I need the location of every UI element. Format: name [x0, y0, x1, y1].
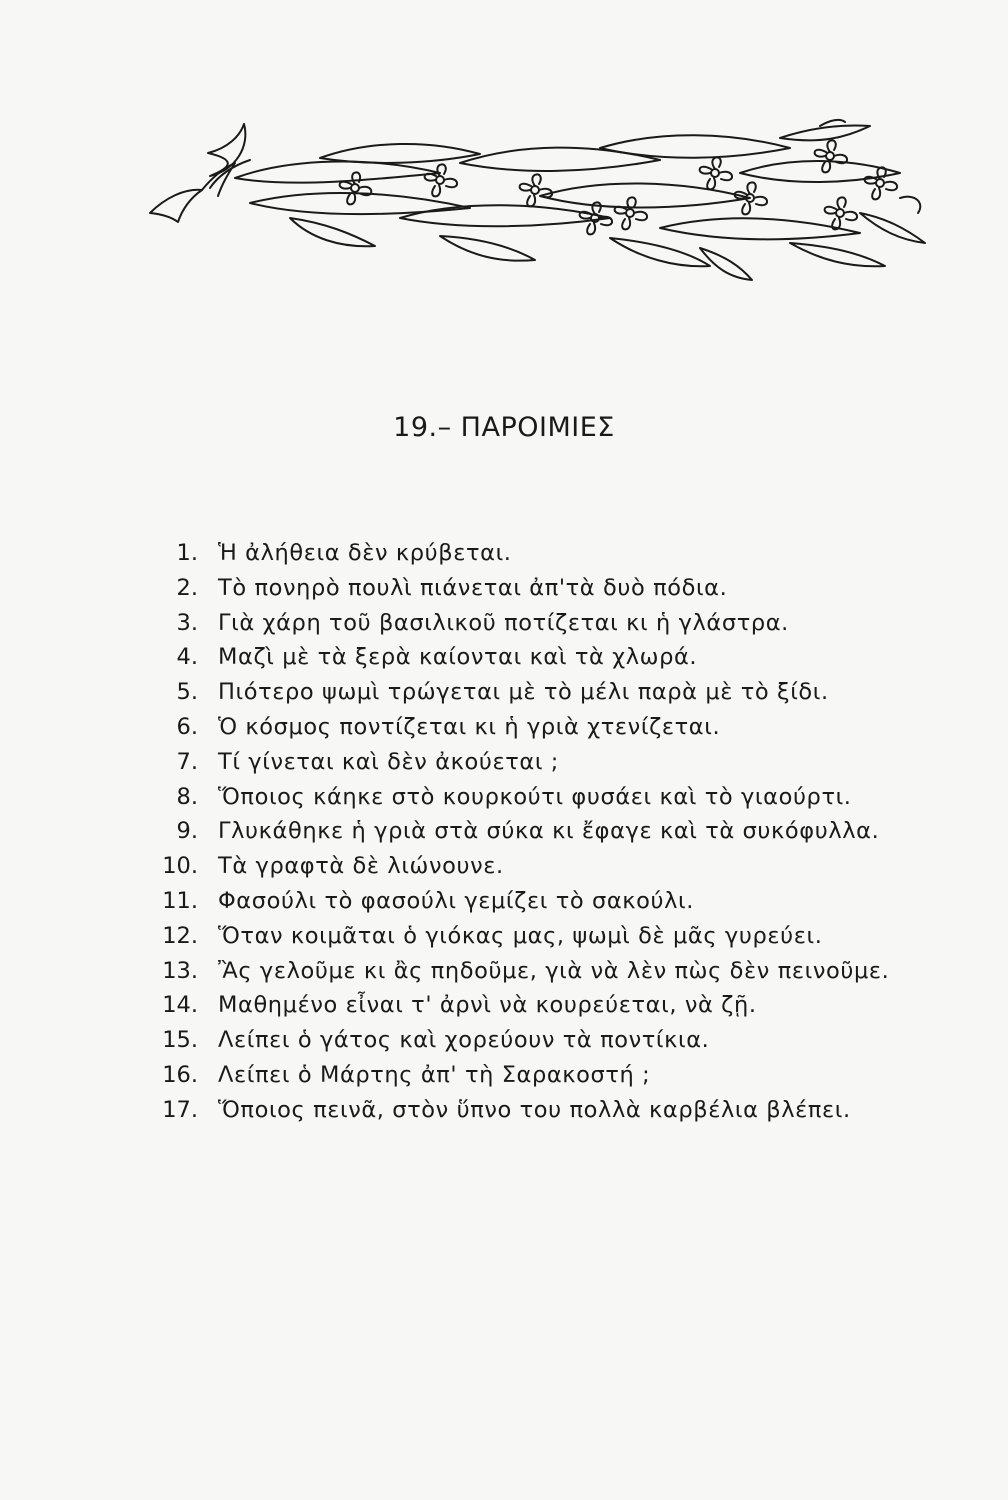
proverb-text: Γλυκάθηκε ἡ γριὰ στὰ σύκα κι ἔφαγε καὶ τὰ συκόφυλλα.	[218, 818, 880, 845]
proverb-text: Τὸ πονηρὸ πουλὶ πιάνεται ἀπ'τὰ δυὸ πόδια.	[218, 574, 728, 601]
proverb-text: Τί γίνεται καὶ δὲν ἀκούεται ;	[218, 748, 559, 775]
proverb-item	[150, 780, 950, 815]
proverb-item	[150, 571, 950, 606]
proverb-item	[150, 814, 950, 849]
proverb-number: 17.	[162, 1096, 198, 1123]
proverb-number: 2.	[176, 574, 198, 601]
proverb-text: Λείπει ὁ γάτος καὶ χορεύουν τὰ ποντίκια.	[218, 1027, 710, 1054]
proverb-number: 10.	[162, 853, 198, 880]
proverb-text: Ὅταν κοιμᾶται ὁ γιόκας μας, ψωμὶ δὲ μᾶς γυρεύει.	[218, 922, 823, 949]
proverb-number: 14.	[162, 992, 198, 1019]
proverb-item	[150, 710, 950, 745]
proverb-item	[150, 954, 950, 989]
proverb-number: 4.	[176, 644, 198, 671]
proverb-number: 15.	[162, 1027, 198, 1054]
proverb-item	[150, 1058, 950, 1093]
proverb-number: 7.	[176, 748, 198, 775]
proverb-item	[150, 1023, 950, 1058]
proverb-text: Ὅποιος κάηκε στὸ κουρκούτι φυσάει καὶ τὸ γιαούρτι.	[218, 783, 852, 810]
proverb-list	[150, 536, 950, 1128]
proverb-text: Ὅποιος πεινᾶ, στὸν ὕπνο του πολλὰ καρβέλια βλέπει.	[218, 1096, 851, 1123]
proverb-number: 12.	[162, 922, 198, 949]
proverb-item	[150, 745, 950, 780]
proverb-number: 8.	[176, 783, 198, 810]
proverb-item	[150, 536, 950, 571]
proverb-number: 1.	[176, 540, 198, 566]
proverb-text: Ἂς γελοῦμε κι ἂς πηδοῦμε, γιὰ νὰ λὲν πὼς δὲν πεινοῦμε.	[218, 957, 890, 984]
proverb-text: Φασούλι τὸ φασούλι γεμίζει τὸ σακούλι.	[218, 887, 694, 914]
proverb-number: 11.	[162, 887, 198, 914]
proverb-item	[150, 675, 950, 710]
proverb-item	[150, 849, 950, 884]
proverb-text: Λείπει ὁ Μάρτης ἀπ' τὴ Σαρακοστή ;	[218, 1061, 651, 1088]
proverb-number: 3.	[176, 609, 198, 636]
proverb-item	[150, 640, 950, 675]
proverb-item	[150, 988, 950, 1023]
proverb-text: Μαθημένο εἶναι τ' ἀρνὶ νὰ κουρεύεται, νὰ ζῇ.	[218, 992, 757, 1019]
proverb-text: Μαζὶ μὲ τὰ ξερὰ καίονται καὶ τὰ χλωρά.	[218, 644, 698, 671]
proverb-number: 6.	[176, 713, 198, 740]
floral-garland-ornament	[140, 118, 930, 288]
proverb-text: Ἡ ἀλήθεια δὲν κρύβεται.	[218, 540, 512, 566]
proverb-item	[150, 1093, 950, 1128]
proverb-text: Τὰ γραφτὰ δὲ λιώνουνε.	[218, 853, 504, 880]
proverb-number: 13.	[162, 957, 198, 984]
proverb-number: 9.	[176, 818, 198, 845]
page-title: 19.– ΠΑΡΟΙΜΙΕΣ	[393, 412, 615, 443]
proverb-text: Πιότερο ψωμὶ τρώγεται μὲ τὸ μέλι παρὰ μὲ τὸ ξίδι.	[218, 679, 829, 706]
proverb-text: Γιὰ χάρη τοῦ βασιλικοῦ ποτίζεται κι ἡ γλάστρα.	[218, 609, 789, 636]
proverb-item	[150, 606, 950, 641]
proverb-text: Ὁ κόσμος ποντίζεται κι ἡ γριὰ χτενίζεται.	[218, 713, 721, 740]
proverb-number: 5.	[176, 679, 198, 706]
proverb-number: 16.	[162, 1061, 198, 1088]
proverb-item	[150, 884, 950, 919]
proverb-item	[150, 919, 950, 954]
